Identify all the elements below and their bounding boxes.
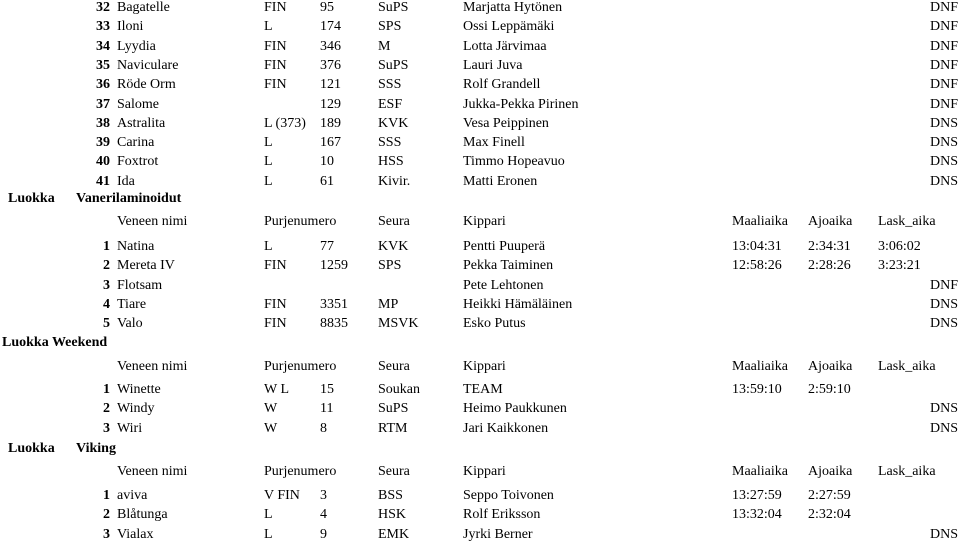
boat-name: Salome: [117, 96, 159, 112]
sail-country: FIN: [264, 38, 287, 54]
sail-country: FIN: [264, 57, 287, 73]
sail-number: 129: [320, 96, 341, 112]
header-run-time: Ajoaika: [808, 359, 853, 374]
boat-name: Wiri: [117, 420, 143, 436]
club: RTM: [378, 420, 408, 436]
sail-number: 9: [320, 526, 327, 542]
boat-name: Windy: [117, 401, 155, 417]
position-number: 38: [96, 115, 110, 131]
result-status: DNF: [929, 38, 958, 54]
result-status: DNS: [929, 173, 958, 189]
result-status: DNF: [929, 57, 958, 73]
header-skipper: Kippari: [463, 359, 506, 374]
skipper: Lauri Juva: [463, 57, 523, 73]
header-run-time: Ajoaika: [808, 464, 853, 479]
position-number: 1: [103, 239, 110, 254]
table-row: [0, 95, 960, 114]
table-row: [0, 505, 960, 524]
result-status: DNS: [929, 135, 958, 151]
skipper: Rolf Eriksson: [463, 507, 541, 523]
position-number: 36: [96, 77, 110, 93]
position-number: 35: [96, 57, 110, 73]
result-status: DNS: [929, 526, 958, 542]
boat-name: Blåtunga: [117, 507, 168, 523]
sail-number: 8835: [320, 316, 348, 332]
run-time: 2:28:26: [808, 258, 851, 274]
result-status: DNF: [929, 77, 958, 93]
club: MSVK: [378, 316, 419, 332]
skipper: Marjatta Hytönen: [463, 0, 563, 15]
table-row: [0, 380, 960, 399]
sail-number: 95: [320, 0, 334, 15]
boat-name: Natina: [117, 239, 155, 254]
result-status: DNF: [929, 277, 958, 293]
table-row: [0, 152, 960, 171]
boat-name: aviva: [117, 488, 148, 503]
sail-number: 8: [320, 420, 327, 436]
skipper: Heimo Paukkunen: [463, 401, 567, 417]
sail-country: W: [264, 401, 278, 417]
column-header-row: [0, 357, 960, 376]
column-header-row: [0, 462, 960, 481]
header-finish-time: Maaliaika: [732, 214, 788, 229]
result-status: DNF: [929, 19, 958, 35]
table-row: [0, 295, 960, 314]
boat-name: Mereta IV: [117, 258, 175, 274]
position-number: 33: [96, 19, 110, 35]
skipper: Heikki Hämäläinen: [463, 296, 573, 312]
sail-country: L: [264, 239, 273, 254]
table-row: [0, 17, 960, 36]
sail-number: 121: [320, 77, 341, 93]
sail-number: 3351: [320, 296, 348, 312]
sail-country: L: [264, 173, 273, 189]
club: Kivir.: [378, 173, 411, 189]
boat-name: Winette: [117, 382, 161, 397]
position-number: 37: [96, 96, 110, 112]
header-skipper: Kippari: [463, 214, 506, 229]
header-calculated-time: Lask_aika: [878, 464, 936, 479]
header-club: Seura: [378, 359, 410, 374]
club: SSS: [378, 135, 402, 151]
boat-name: Foxtrot: [117, 154, 159, 170]
table-row: [0, 237, 960, 256]
club: Soukan: [378, 382, 420, 397]
skipper: Pete Lehtonen: [463, 277, 544, 293]
run-time: 2:27:59: [808, 488, 851, 503]
header-calculated-time: Lask_aika: [878, 359, 936, 374]
table-row: [0, 75, 960, 94]
result-status: DNS: [929, 154, 958, 170]
skipper: Jari Kaikkonen: [463, 420, 549, 436]
calculated-time: 3:23:21: [878, 258, 921, 274]
table-row: [0, 0, 960, 17]
skipper: Seppo Toivonen: [463, 488, 554, 503]
sail-country: W L: [264, 382, 290, 397]
header-boat-name: Veneen nimi: [117, 464, 188, 479]
skipper: Ossi Leppämäki: [463, 19, 555, 35]
table-row: [0, 133, 960, 152]
table-row: [0, 314, 960, 333]
skipper: Jukka-Pekka Pirinen: [463, 96, 579, 112]
header-run-time: Ajoaika: [808, 214, 853, 229]
club: SPS: [378, 258, 402, 274]
position-number: 3: [103, 277, 110, 293]
skipper: Jyrki Berner: [463, 526, 533, 542]
position-number: 1: [103, 488, 110, 503]
result-status: DNS: [929, 115, 958, 131]
sail-number: 174: [320, 19, 341, 35]
skipper: TEAM: [463, 382, 503, 397]
position-number: 40: [96, 154, 110, 170]
position-number: 32: [96, 0, 110, 15]
skipper: Matti Eronen: [463, 173, 538, 189]
header-club: Seura: [378, 214, 410, 229]
result-status: DNS: [929, 401, 958, 417]
result-status: DNS: [929, 420, 958, 436]
skipper: Pentti Puuperä: [463, 239, 546, 254]
header-skipper: Kippari: [463, 464, 506, 479]
result-status: DNF: [929, 96, 958, 112]
club: KVK: [378, 239, 409, 254]
table-row: [0, 276, 960, 295]
boat-name: Vialax: [117, 526, 154, 542]
class-heading: [0, 189, 960, 208]
sail-number: 11: [320, 401, 334, 417]
header-finish-time: Maaliaika: [732, 464, 788, 479]
sail-number: 10: [320, 154, 334, 170]
sail-country: L: [264, 19, 273, 35]
header-sail-number: Purjenumero: [264, 359, 337, 374]
calculated-time: 3:06:02: [878, 239, 921, 254]
header-finish-time: Maaliaika: [732, 359, 788, 374]
boat-name: Iloni: [117, 19, 144, 35]
sail-country: L: [264, 507, 273, 523]
position-number: 41: [96, 173, 110, 189]
club: SuPS: [378, 57, 409, 73]
result-status: DNS: [929, 316, 958, 332]
position-number: 3: [103, 526, 110, 542]
boat-name: Carina: [117, 135, 155, 151]
table-row: [0, 56, 960, 75]
boat-name: Ida: [117, 173, 135, 189]
sail-number: 346: [320, 38, 341, 54]
boat-name: Tiare: [117, 296, 147, 312]
class-heading: [0, 439, 960, 458]
run-time: 2:34:31: [808, 239, 851, 254]
position-number: 4: [103, 296, 110, 312]
boat-name: Bagatelle: [117, 0, 170, 15]
boat-name: Valo: [117, 316, 143, 332]
table-row: [0, 399, 960, 418]
skipper: Rolf Grandell: [463, 77, 541, 93]
boat-name: Astralita: [117, 115, 166, 131]
table-row: [0, 486, 960, 505]
result-status: DNS: [929, 296, 958, 312]
skipper: Esko Putus: [463, 316, 526, 332]
club: MP: [378, 296, 399, 312]
class-heading: [0, 333, 960, 352]
header-sail-number: Purjenumero: [264, 214, 337, 229]
sail-country: V FIN: [264, 488, 300, 503]
sail-country: L: [264, 526, 273, 542]
position-number: 34: [96, 38, 110, 54]
class-name: Vanerilaminoidut: [76, 191, 182, 206]
finish-time: 12:58:26: [732, 258, 782, 274]
header-boat-name: Veneen nimi: [117, 214, 188, 229]
sail-country: L: [264, 154, 273, 170]
position-number: 1: [103, 382, 110, 397]
sail-country: FIN: [264, 0, 287, 15]
club: ESF: [378, 96, 403, 112]
sail-country: W: [264, 420, 278, 436]
position-number: 39: [96, 135, 110, 151]
class-name: Viking: [76, 441, 116, 456]
club: BSS: [378, 488, 403, 503]
position-number: 2: [103, 507, 110, 523]
club: SuPS: [378, 401, 409, 417]
sail-number: 77: [320, 239, 334, 254]
sail-country: L (373): [264, 115, 306, 131]
header-boat-name: Veneen nimi: [117, 359, 188, 374]
header-sail-number: Purjenumero: [264, 464, 337, 479]
sail-country: L: [264, 135, 273, 151]
table-row: [0, 256, 960, 275]
position-number: 2: [103, 401, 110, 417]
header-club: Seura: [378, 464, 410, 479]
sail-number: 1259: [320, 258, 348, 274]
club: HSS: [378, 154, 404, 170]
skipper: Pekka Taiminen: [463, 258, 554, 274]
boat-name: Naviculare: [117, 57, 179, 73]
run-time: 2:32:04: [808, 507, 851, 523]
sail-country: FIN: [264, 77, 287, 93]
sail-number: 15: [320, 382, 334, 397]
sail-country: FIN: [264, 296, 287, 312]
skipper: Max Finell: [463, 135, 525, 151]
sail-country: FIN: [264, 316, 287, 332]
column-header-row: [0, 212, 960, 231]
skipper: Vesa Peippinen: [463, 115, 549, 131]
position-number: 5: [103, 316, 110, 332]
sail-number: 3: [320, 488, 327, 503]
header-calculated-time: Lask_aika: [878, 214, 936, 229]
sail-number: 4: [320, 507, 327, 523]
position-number: 2: [103, 258, 110, 274]
run-time: 2:59:10: [808, 382, 851, 397]
table-row: [0, 525, 960, 544]
club: SuPS: [378, 0, 409, 15]
position-number: 3: [103, 420, 110, 436]
sail-number: 189: [320, 115, 341, 131]
sail-country: FIN: [264, 258, 287, 274]
skipper: Timmo Hopeavuo: [463, 154, 565, 170]
finish-time: 13:04:31: [732, 239, 782, 254]
sail-number: 61: [320, 173, 334, 189]
boat-name: Flotsam: [117, 277, 163, 293]
class-label: Luokka: [8, 441, 55, 456]
finish-time: 13:27:59: [732, 488, 782, 503]
finish-time: 13:59:10: [732, 382, 782, 397]
table-row: [0, 172, 960, 191]
club: M: [378, 38, 391, 54]
sail-number: 376: [320, 57, 341, 73]
sail-number: 167: [320, 135, 341, 151]
class-label: Luokka Weekend: [2, 335, 108, 350]
table-row: [0, 37, 960, 56]
club: EMK: [378, 526, 410, 542]
club: HSK: [378, 507, 407, 523]
boat-name: Röde Orm: [117, 77, 176, 93]
table-row: [0, 114, 960, 133]
finish-time: 13:32:04: [732, 507, 782, 523]
skipper: Lotta Järvimaa: [463, 38, 547, 54]
club: SPS: [378, 19, 402, 35]
club: SSS: [378, 77, 402, 93]
boat-name: Lyydia: [117, 38, 156, 54]
club: KVK: [378, 115, 409, 131]
result-status: DNF: [929, 0, 958, 15]
table-row: [0, 419, 960, 438]
class-label: Luokka: [8, 191, 55, 206]
